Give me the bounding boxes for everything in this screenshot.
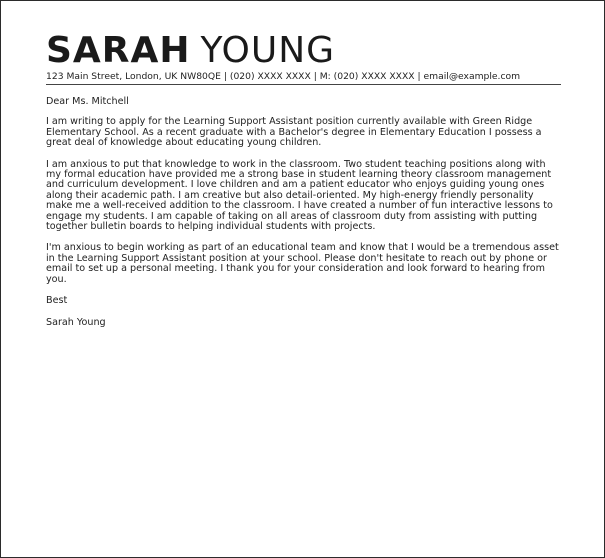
applicant-name: [46, 31, 561, 71]
letter-content: [46, 31, 561, 339]
paragraph-closing: I'm anxious to begin working as part of an educational team and know that I would be a tremendous asset in the Learning Support Assistant position at your school. Please don't hesitate to reach out by phone or email to set up a personal meeting. I thank you for your consideration and look forward to hearing from you.: [46, 242, 559, 285]
paragraph-experience: I am anxious to put that knowledge to work in the classroom. Two student teaching positions along with my formal education have provided me a strong base in student learning theory classroom management and curriculum development. I love children and am a patient educator who enjoys guiding young ones along their academic path. I am creative but also detail-oriented. My high-energy friendly personality make me a well-received addition to the classroom. I have created a number of fun interactive lessons to engage my students. I am capable of taking on all areas of classroom duty from assisting with putting together bulletin boards to helping individual students with projects.: [46, 158, 553, 233]
paragraph-intro: I am writing to apply for the Learning Support Assistant position currently available with Green Ridge Elementary School. As a recent graduate with a Bachelor's degree in Elementary Education I possess a great deal of knowledge about educating young children.: [46, 116, 542, 149]
closing: Best: [46, 295, 68, 307]
letter-body: [46, 97, 561, 328]
contact-line: 123 Main Street, London, UK NW80QE | (020) XXXX XXXX | M: (020) XXXX XXXX | email@example.com: [46, 71, 561, 85]
salutation: Dear Ms. Mitchell: [46, 96, 129, 107]
signature: Sarah Young: [46, 316, 106, 328]
applicant-last-name: YOUNG: [200, 30, 336, 71]
applicant-first-name: SARAH: [46, 30, 191, 71]
